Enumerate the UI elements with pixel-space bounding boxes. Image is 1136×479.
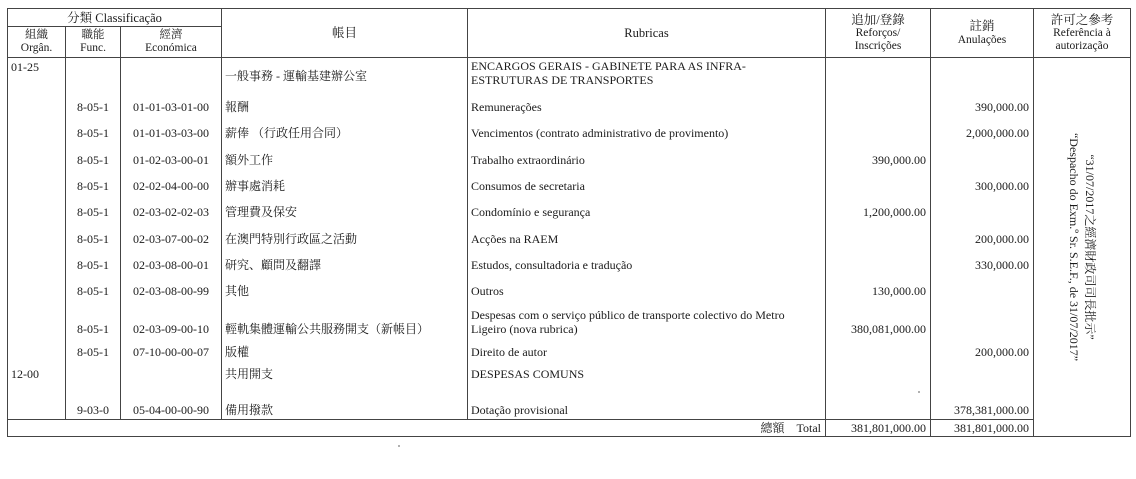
econ-cell: 02-03-07-00-02 [121,225,222,251]
func-cell: 8-05-1 [66,304,121,338]
reinforcement-cell [826,94,931,120]
annulment-cell [931,304,1034,338]
func-cell: 8-05-1 [66,278,121,304]
rubrica-cell: Consumos de secretaria [468,173,826,199]
annulment-cell: 2,000,000.00 [931,120,1034,146]
account-cell: 一般事務 ‑ 運輸基建辦公室 [222,58,468,95]
table-row [8,199,1131,225]
rubrica-cell: ENCARGOS GERAIS - GABINETE PARA AS INFRA-ESTRUTURAS DE TRANSPORTES [468,58,826,95]
account-cell: 額外工作 [222,147,468,173]
organ-cell [8,393,66,420]
account-cell: 輕軌集體運輸公共服務開支（新帳目） [222,304,468,338]
econ-cell: 02-03-09-00-10 [121,304,222,338]
func-cell: 8-05-1 [66,120,121,146]
rubrica-cell: Despesas com o serviço público de transporte colectivo do Metro Ligeiro (nova rubrica) [468,304,826,338]
organ-cell [8,147,66,173]
reinforcement-cell [826,338,931,364]
func-cell: 8-05-1 [66,147,121,173]
rubricas-header: Rubricas [468,9,826,58]
account-cell: 研究、顧問及翻譯 [222,252,468,278]
account-cell: 辦事處消耗 [222,173,468,199]
annulment-cell [931,278,1034,304]
func-cell [66,58,121,95]
econ-cell: 01-02-03-00-01 [121,147,222,173]
organ-cell [8,173,66,199]
authorization-header-zh: 許可之參考 [1050,13,1114,27]
reinforcement-cell [826,120,931,146]
annulment-cell [931,365,1034,393]
organ-cell [8,278,66,304]
table-row [8,173,1131,199]
econ-cell: 07-10-00-00-07 [121,338,222,364]
organ-cell [8,338,66,364]
account-cell: 管理費及保安 [222,199,468,225]
reinforcement-cell: 1,200,000.00 [826,199,931,225]
annulment-cell: 200,000.00 [931,338,1034,364]
annulments-header [931,9,1034,58]
rubrica-cell: Dotação provisional [468,393,826,420]
organ-cell [8,304,66,338]
total-reinforcements: 381,801,000.00 [826,419,931,436]
total-row [8,419,1131,436]
func-cell: 8-05-1 [66,225,121,251]
rubrica-cell: Trabalho extraordinário [468,147,826,173]
account-cell: 在澳門特別行政區之活動 [222,225,468,251]
account-cell: 薪俸 （行政任用合同） [222,120,468,146]
table-row [8,94,1131,120]
authorization-ref-zh: “31/07/2017之經濟財政司司長批示” [1083,154,1097,340]
econ-cell [121,365,222,393]
reinforcement-cell [826,225,931,251]
rubrica-cell: Estudos, consultadoria e tradução [468,252,826,278]
table-row [8,225,1131,251]
func-cell: 8-05-1 [66,173,121,199]
organ-cell [8,94,66,120]
organ-cell: 12-00 [8,365,66,393]
reinforcement-cell [826,393,931,420]
func-cell: 8-05-1 [66,199,121,225]
table-row [8,365,1131,393]
authorization-ref [1066,133,1098,361]
annulments-header-pt: Anulações [957,34,1007,46]
table-row [8,147,1131,173]
reinforcement-cell: 130,000.00 [826,278,931,304]
account-cell: 版權 [222,338,468,364]
reinforcement-cell [826,365,931,393]
rubrica-cell: Vencimentos (contrato administrativo de provimento) [468,120,826,146]
econ-cell: 02-02-04-00-00 [121,173,222,199]
reinforcements-header-zh: 追加/登錄 [851,13,905,27]
econ-cell: 02-03-08-00-99 [121,278,222,304]
authorization-header-pt: Referência à autorização [1053,27,1111,52]
econ-cell: 01-01-03-03-00 [121,120,222,146]
authorization-ref-cell [1034,58,1131,437]
func-cell: 8-05-1 [66,338,121,364]
rubrica-cell: Direito de autor [468,338,826,364]
table-row [8,338,1131,364]
organ-cell [8,199,66,225]
reinforcements-header-pt: Reforços/ Inscrições [854,27,902,52]
organ-header [8,27,66,58]
econ-cell [121,58,222,95]
reinforcement-cell: 380,081,000.00 [826,304,931,338]
total-label: 總額 Total [8,419,826,436]
rubrica-cell: Remunerações [468,94,826,120]
annulment-cell: 300,000.00 [931,173,1034,199]
rubrica-cell: Acções na RAEM [468,225,826,251]
econ-header [121,27,222,58]
table-row [8,252,1131,278]
account-cell: 共用開支 [222,365,468,393]
annulment-cell: 330,000.00 [931,252,1034,278]
authorization-ref-pt: “Despacho do Exm.º Sr. S.E.F., de 31/07/2017” [1067,132,1081,362]
func-header [66,27,121,58]
rubrica-cell: Condomínio e segurança [468,199,826,225]
total-annulments: 381,801,000.00 [931,419,1034,436]
table-row [8,278,1131,304]
reinforcement-cell: 390,000.00 [826,147,931,173]
econ-cell: 05-04-00-00-90 [121,393,222,420]
organ-cell [8,120,66,146]
authorization-header [1034,9,1131,58]
reinforcement-cell [826,252,931,278]
organ-header-zh: 組織 [25,29,48,41]
reinforcements-header [826,9,931,58]
annulment-cell: 200,000.00 [931,225,1034,251]
annulment-cell [931,199,1034,225]
organ-cell [8,252,66,278]
account-cell: 備用撥款 [222,393,468,420]
account-cell: 報酬 [222,94,468,120]
func-cell: 8-05-1 [66,252,121,278]
func-cell: 9-03-0 [66,393,121,420]
annulment-cell [931,58,1034,95]
table-row [8,120,1131,146]
annulment-cell: 378,381,000.00 [931,393,1034,420]
organ-cell: 01-25 [8,58,66,95]
func-header-zh: 職能 [81,29,105,41]
annulment-cell [931,147,1034,173]
table-row [8,58,1131,95]
table-row [8,304,1131,338]
annulments-header-zh: 註銷 [969,19,995,33]
econ-cell: 01-01-03-01-00 [121,94,222,120]
econ-cell: 02-03-08-00-01 [121,252,222,278]
reinforcement-cell [826,173,931,199]
scan-speck [398,445,400,447]
organ-header-pt: Orgân. [20,42,53,54]
annulment-cell: 390,000.00 [931,94,1034,120]
func-header-pt: Func. [80,42,106,54]
func-cell [66,365,121,393]
func-cell: 8-05-1 [66,94,121,120]
scan-speck [918,391,920,393]
econ-cell: 02-03-02-02-03 [121,199,222,225]
econ-header-pt: Económica [145,42,197,54]
account-header: 帳目 [222,9,468,58]
rubrica-cell: Outros [468,278,826,304]
reinforcement-cell [826,58,931,95]
organ-cell [8,225,66,251]
table-row [8,393,1131,420]
rubrica-cell: DESPESAS COMUNS [468,365,826,393]
budget-table-document [7,8,1130,465]
budget-table [7,8,1131,437]
classification-header: 分類 Classificação [8,9,222,27]
econ-header-zh: 經濟 [159,29,183,41]
account-cell: 其他 [222,278,468,304]
